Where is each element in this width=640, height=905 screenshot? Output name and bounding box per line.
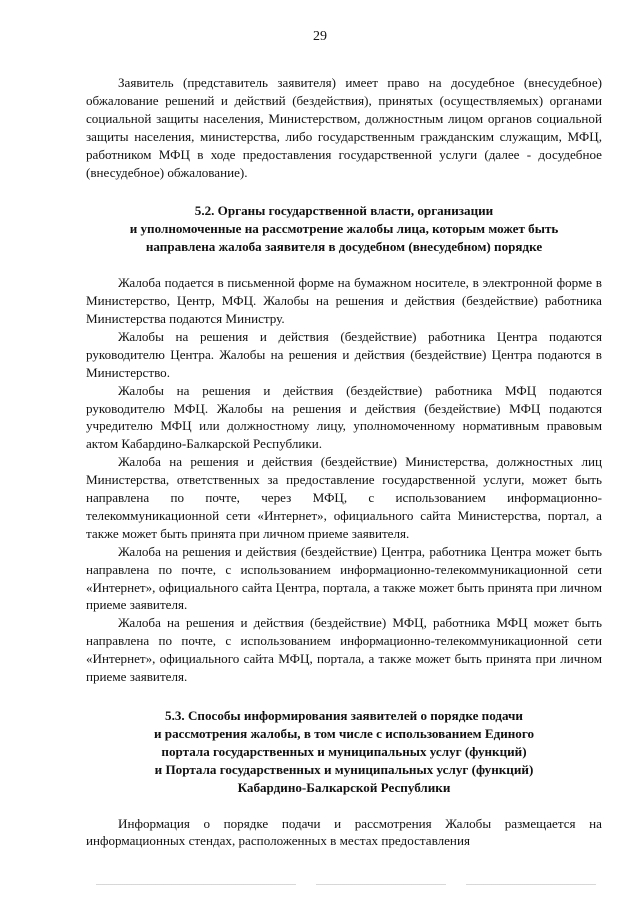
section-5-3-heading (86, 707, 602, 797)
section-5-2-heading-line: 5.2. Органы государственной власти, организации (194, 203, 494, 219)
page-number: 29 (313, 29, 327, 44)
section-5-2-paragraph: Жалоба подается в письменной форме на бумажном носителе, в электронной форме в Министерство, Центр, МФЦ. Жалобы на решения и действия (бездействие) работника Министерства подаются Министру. (86, 275, 602, 326)
section-5-2-heading-line: направлена жалоба заявителя в досудебном (внесудебном) порядке (145, 239, 543, 255)
intro-paragraph: Заявитель (представитель заявителя) имеет право на досудебное (внесудебное) обжалование решений и действий (бездействия), принятых (осуществляемых) органами социальной защиты населения, Министерством, должностным лицом органов социальной защиты населения, министерства, либо государственным гражданским служащим, МФЦ, работником МФЦ в ходе предоставления государственной услуги (далее - досудебное (внесудебное) обжалование). (86, 75, 602, 180)
section-5-2-paragraph: Жалоба на решения и действия (бездействие) МФЦ, работника МФЦ может быть направлена по почте, с использованием информационно-телекоммуникационной сети «Интернет», официального сайта МФЦ, портала, а также может быть принята при личном приеме заявителя. (86, 615, 602, 685)
section-5-2-paragraph: Жалоба на решения и действия (бездействие) Центра, работника Центра может быть направлена по почте, с использованием информационно-телекоммуникационной сети «Интернет», официального сайта Центра, портала, а также может быть принята при личном приеме заявителя. (86, 543, 602, 613)
document-body (86, 74, 602, 850)
section-5-2-heading (86, 202, 602, 256)
section-5-2-heading-line: и уполномоченные на рассмотрение жалобы лица, которым может быть (129, 221, 559, 237)
section-5-3-heading-line: 5.3. Способы информирования заявителей о порядке подачи (165, 708, 523, 723)
section-5-2-paragraph: Жалобы на решения и действия (бездействие) работника МФЦ подаются руководителю МФЦ. Жалобы на решения и действия (бездействие) МФЦ подаются учредителю МФЦ или должностному лицу, уполномоченному нормативным правовым актом Кабардино-Балкарской Республики. (86, 382, 602, 452)
section-5-2-paragraph: Жалобы на решения и действия (бездействие) работника Центра подаются руководителю Центра. Жалобы на решения и действия (бездействие) Центра подаются в Министерство. (86, 328, 602, 380)
section-5-3-heading-line: и Портала государственных и муниципальных услуг (функций) (154, 761, 534, 777)
scan-edge-divider (96, 884, 596, 885)
section-5-3-heading-line: портала государственных и муниципальных услуг (функций) (161, 743, 527, 759)
section-5-3-heading-line: Кабардино-Балкарской Республики (237, 779, 451, 795)
section-5-2-paragraph: Жалоба на решения и действия (бездействие) Министерства, должностных лиц Министерства, ответственных за предоставление государственной услуги, может быть направлена по почте, через МФЦ, с использованием информационно-телекоммуникационной сети «Интернет», официального сайта Министерства, портал, а также может быть принята при личном приеме заявителя. (86, 454, 602, 541)
section-5-3-heading-line: и рассмотрения жалобы, в том числе с использованием Единого (153, 725, 535, 741)
section-5-3-paragraph: Информация о порядке подачи и рассмотрения Жалобы размещается на информационных стендах, расположенных в местах предоставления (86, 815, 602, 849)
